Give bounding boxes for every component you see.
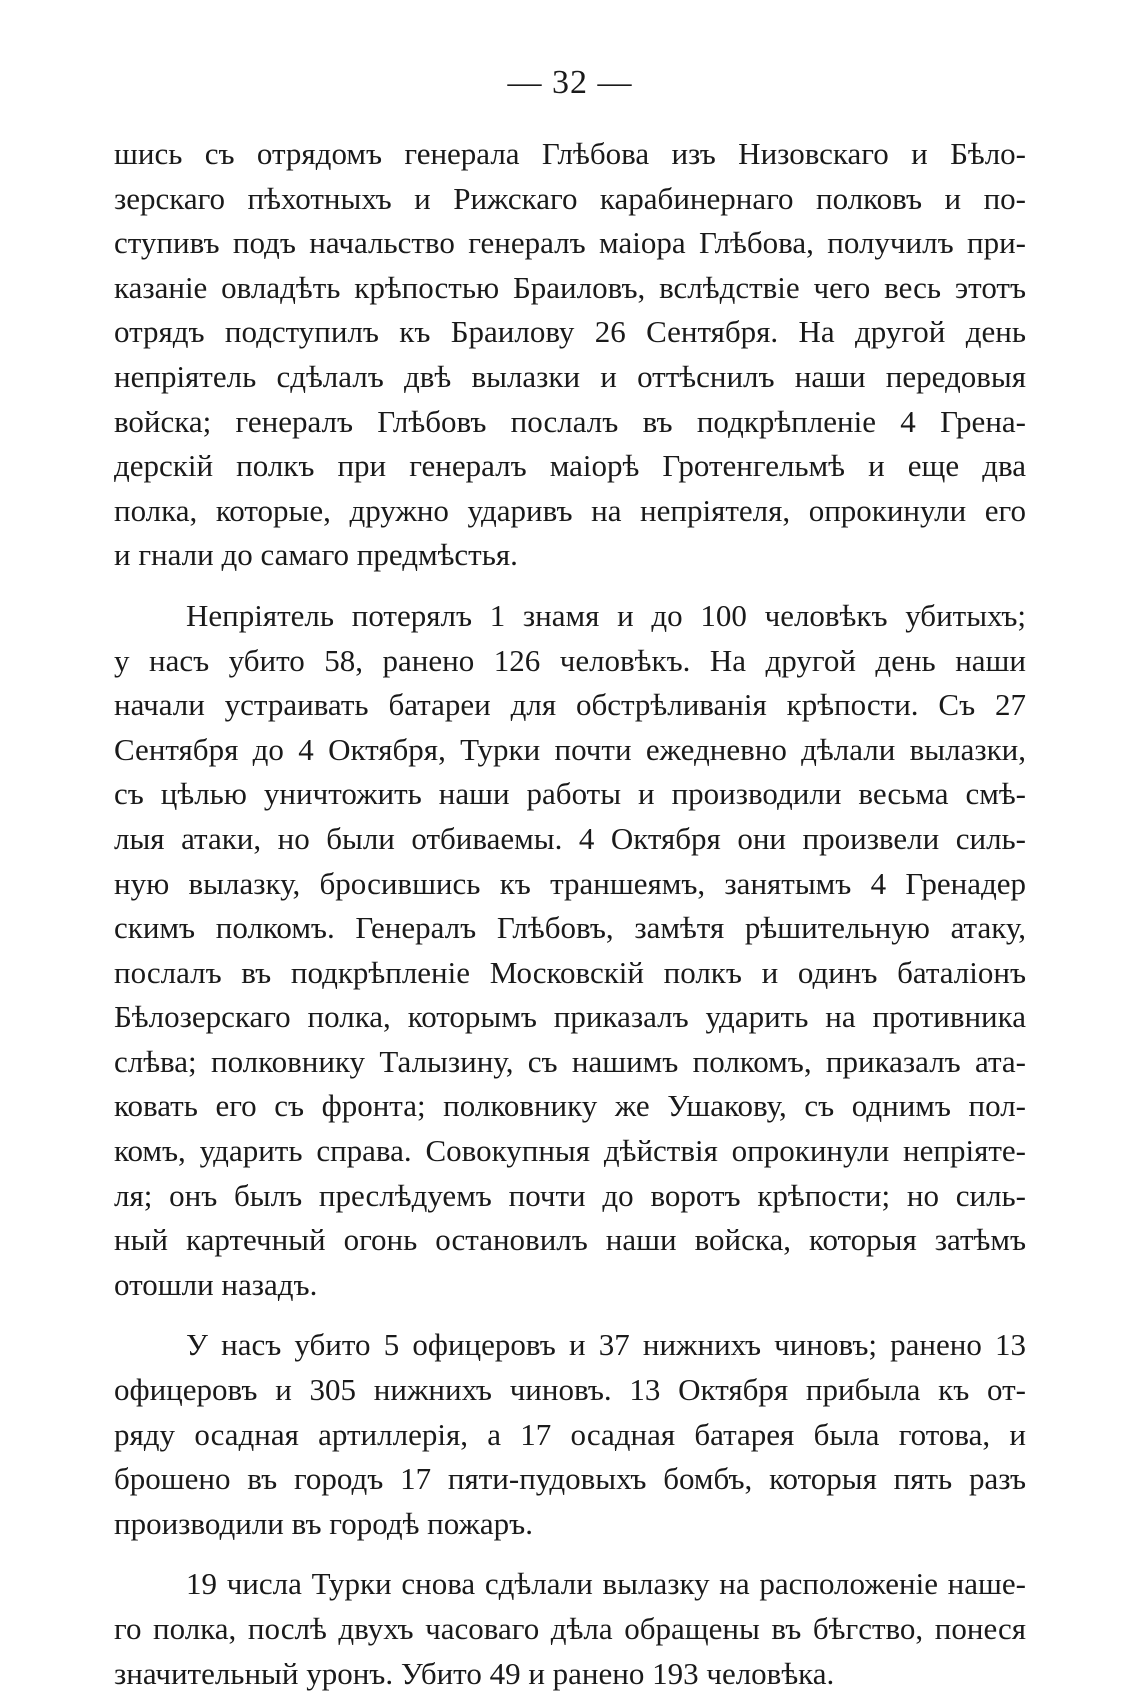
text-line: и гнали до самаго предмѣстья. (114, 537, 518, 573)
text-line: войска; генералъ Глѣбовъ послалъ въ подкрѣпленiе 4 Грена- (114, 403, 1026, 439)
text-line: дерскiй полкъ при генералъ маiорѣ Гротенгельмѣ и еще два (114, 448, 1026, 484)
text-line: послалъ въ подкрѣпленiе Московскiй полкъ и одинъ баталiонъ (114, 954, 1026, 990)
text-line: ступивъ подъ начальство генералъ маiора Глѣбова, получилъ при- (114, 225, 1026, 261)
text-line: отрядъ подступилъ къ Браилову 26 Сентября. На другой день (114, 314, 1026, 350)
paragraph-1 (114, 132, 1026, 578)
paragraph-3 (114, 1323, 1026, 1546)
text-line: ную вылазку, бросившись къ траншеямъ, занятымъ 4 Гренадер (114, 865, 1026, 901)
text-line: производили въ городѣ пожаръ. (114, 1505, 533, 1541)
text-line: Непрiятель потерялъ 1 знамя и до 100 человѣкъ убитыхъ; (186, 597, 1026, 633)
text-line: зерскаго пѣхотныхъ и Рижскаго карабинернаго полковъ и по- (114, 180, 1026, 216)
paragraph-4 (114, 1562, 1026, 1696)
text-line: комъ, ударить справа. Совокупныя дѣйствiя опрокинули непрiяте- (114, 1133, 1026, 1169)
text-line: офицеровъ и 305 нижнихъ чиновъ. 13 Октября прибыла къ от- (114, 1372, 1026, 1408)
text-line: го полка, послѣ двухъ часоваго дѣла обращены въ бѣгство, понеся (114, 1611, 1026, 1646)
text-line: отошли назадъ. (114, 1266, 318, 1302)
body-text (114, 132, 1026, 1696)
text-line: шись съ отрядомъ генерала Глѣбова изъ Низовскаго и Бѣло- (114, 136, 1026, 171)
text-line: непрiятель сдѣлалъ двѣ вылазки и оттѣснилъ наши передовыя (114, 358, 1026, 394)
text-line: казанiе овладѣть крѣпостью Браиловъ, вслѣдствiе чего весь этотъ (114, 269, 1026, 305)
text-line: брошено въ городъ 17 пяти-пудовыхъ бомбъ, которыя пять разъ (114, 1461, 1026, 1497)
text-line: 19 числа Турки снова сдѣлали вылазку на расположенiе наше- (186, 1566, 1026, 1602)
text-line: у насъ убито 58, ранено 126 человѣкъ. На другой день наши (114, 642, 1026, 678)
text-line: Сентября до 4 Октября, Турки почти ежедневно дѣлали вылазки, (114, 731, 1026, 767)
text-line: ковать его съ фронта; полковнику же Ушакову, съ однимъ пол- (114, 1088, 1026, 1124)
page-number: — 32 — (507, 64, 633, 101)
text-line: слѣва; полковнику Талызину, съ нашимъ полкомъ, приказалъ ата- (114, 1043, 1026, 1079)
text-line: начали устраивать батареи для обстрѣливанiя крѣпости. Съ 27 (114, 687, 1026, 723)
text-line: Бѣлозерскаго полка, которымъ приказалъ ударить на противника (114, 999, 1026, 1035)
text-line: ряду осадная артиллерiя, а 17 осадная батарея была готова, и (114, 1416, 1026, 1452)
text-line: ный картечный огонь остановилъ наши войска, которыя затѣмъ (114, 1222, 1026, 1258)
text-line: полка, которые, дружно ударивъ на непрiятеля, опрокинули его (114, 492, 1026, 528)
text-line: скимъ полкомъ. Генералъ Глѣбовъ, замѣтя рѣшительную атаку, (114, 910, 1026, 946)
text-line: лыя атаки, но были отбиваемы. 4 Октября они произвели силь- (114, 820, 1026, 856)
text-line: съ цѣлью уничтожить наши работы и производили весьма смѣ- (114, 776, 1026, 812)
text-line: У насъ убито 5 офицеровъ и 37 нижнихъ чиновъ; ранено 13 (186, 1327, 1026, 1363)
paragraph-2 (114, 594, 1026, 1308)
text-line: ля; онъ былъ преслѣдуемъ почти до воротъ крѣпости; но силь- (114, 1177, 1026, 1213)
text-line: значительный уронъ. Убито 49 и ранено 193 человѣка. (114, 1655, 835, 1691)
